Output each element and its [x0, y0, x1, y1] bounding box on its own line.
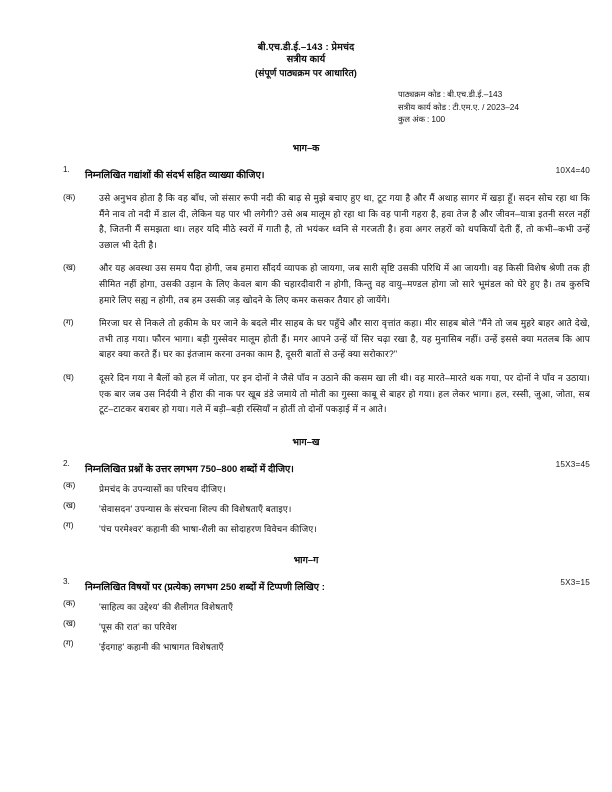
question-2-marks: 15X3=45	[555, 459, 590, 469]
passage-c-text: मिरजा घर से निकले तो हकीम के घर जाने के बदले मीर साहब के घर पहुँचे और सारा वृत्तांत कहा। मीर साहब बोले "मैंने तो जब मुहरे बाहर आते देखे, तभी ताड़ गया। फौरन भागा। बड़ी गुस्सेवर मालूम होती हैं। मगर आपने उन्हें यों सिर चढ़ा रखा है, यह मुनासिब नहीं। उन्हें इससे क्या मतलब कि आप बाहर क्या करते हैं। घर का इंतजाम करना उनका काम है, दूसरी बातों से उन्हें क्या सरोकार?"	[99, 318, 590, 360]
question-3-text: निम्नलिखित विषयों पर (प्रत्येक) लगभग 250 शब्दों में टिप्पणी लिखिए :	[85, 581, 325, 593]
question-3-item-a	[63, 597, 590, 615]
question-2-number: 2.	[63, 458, 70, 468]
question-2-item-b	[63, 499, 590, 517]
question-1	[0, 165, 612, 183]
question-2-subitems	[0, 479, 612, 537]
meta-label-course-code: पाठ्यक्रम कोड	[398, 89, 441, 100]
question-3-item-b-label: (ख)	[63, 617, 76, 628]
meta-label-total-marks: कुल अंक	[398, 114, 426, 125]
assignment-type: सत्रीय कार्य	[286, 54, 326, 66]
passage-b-label: (ख)	[63, 262, 76, 273]
question-2-item-c-text: 'पंच परमेश्वर' कहानी की भाषा-शैली का सोदाहरण विवेचन कीजिए।	[99, 523, 317, 534]
section-heading-c: भाग–ग	[293, 553, 319, 565]
passage-d-text: दूसरे दिन गया ने बैलों को हल में जोता, पर इन दोनों ने जैसे पाँव न उठाने की कसम खा ली थी। वह मारते–मारते थक गया, पर दोनों ने पाँव न उठाया। एक बार जब उस निर्दयी ने हीरा की नाक पर खूब डंडे जमाये तो मोती का गुस्सा काबू से बाहर हो गया। हल लेकर भागा। हल, रस्सी, जुआ, जोता, सब टूट–टाटकर बराबर हो गया। गले में बड़ी–बड़ी रस्सियाँ न होतीं तो दोनों पकड़ाई में न आते।	[99, 372, 590, 415]
meta-value-assignment-code: टी.एम.ए. / 2023–24	[452, 101, 519, 112]
assignment-meta	[0, 88, 612, 126]
section-heading-a: भाग–क	[292, 142, 320, 153]
meta-value-course-code: बी.एच.डी.ई.–143	[447, 89, 503, 100]
question-2-item-a-text: प्रेमचंद के उपन्यासों का परिचय दीजिए।	[99, 483, 226, 494]
question-1-number: 1.	[63, 165, 70, 174]
question-2-item-b-text: 'सेवासदन' उपन्यास के संरचना शिल्प की विशेषताएँ बताइए।	[99, 503, 292, 514]
question-2-item-c-label: (ग)	[63, 519, 74, 530]
meta-label-assignment-code: सत्रीय कार्य कोड	[398, 101, 447, 112]
passage-c-label: (ग)	[63, 317, 74, 328]
question-3-number: 3.	[63, 576, 70, 586]
passage-a-text: उसे अनुभव होता है कि वह बाँध, जो संसार रूपी नदी की बाढ़ से मुझे बचाए हुए था, टूट गया है और मैं अथाह सागर में खड़ा हूँ। सदन सोच रहा था कि मैंने नाव तो नदी में डाल दी, लेकिन यह पार भी लगेगी? उसे अब मालूम हो रहा था कि वह पानी गहरा है, हवा तेज है और जीवन–यात्रा इतनी सरल नहीं है, जितनी मैं समझता था। लहर यदि मीठे स्वरों में गाती है, तो भयंकर ध्वनि से गरजती है। हवा अगर लहरों को थपकियाँ देती हैं, तो कभी–कभी उन्हें उछाल भी देती है।	[99, 193, 590, 250]
question-3-marks: 5X3=15	[560, 577, 590, 587]
question-3	[0, 577, 612, 595]
section-heading-b: भाग–ख	[292, 435, 320, 447]
question-3-subitems	[0, 597, 612, 655]
passage-a	[0, 191, 612, 253]
passage-d	[0, 371, 612, 418]
passage-b	[0, 261, 612, 308]
question-3-item-c	[63, 637, 590, 655]
question-1-marks: 10X4=40	[555, 166, 590, 175]
meta-row-course-code: पाठ्यक्रम कोड : बी.एच.डी.ई.–143	[398, 89, 503, 100]
question-3-item-c-label: (ग)	[63, 637, 74, 648]
question-2-item-a-label: (क)	[63, 479, 76, 490]
question-3-item-c-text: 'ईदगाह' कहानी की भाषागत विशेषताएँ	[99, 641, 224, 652]
question-3-item-a-text: 'साहित्य का उद्देश्य' की शैलीगत विशेषताएँ	[99, 601, 234, 612]
question-2-item-b-label: (ख)	[63, 499, 76, 510]
question-2-item-a	[63, 479, 590, 497]
question-3-item-a-label: (क)	[63, 597, 76, 608]
passage-a-label: (क)	[63, 192, 76, 202]
passage-c	[0, 316, 612, 363]
question-3-item-b-text: 'पूस की रात' का परिवेश	[99, 621, 177, 632]
meta-row-total-marks: कुल अंक : 100	[398, 114, 446, 125]
question-2-item-c	[63, 519, 590, 537]
meta-value-total-marks: 100	[431, 114, 446, 125]
assignment-scope: (संपूर्ण पाठ्यक्रम पर आधारित)	[255, 67, 357, 78]
question-2	[0, 459, 612, 477]
course-title: बी.एच.डी.ई.–143 : प्रेमचंद	[257, 42, 355, 53]
question-2-text: निम्नलिखित प्रश्नों के उत्तर लगभग 750–800 शब्दों में दीजिए।	[85, 463, 294, 475]
passage-d-label: (घ)	[63, 371, 74, 382]
meta-row-assignment-code: सत्रीय कार्य कोड : टी.एम.ए. / 2023–24	[398, 101, 519, 112]
passage-b-text: और यह अवस्था उस समय पैदा होगी, जब हमारा सौंदर्य व्यापक हो जायगा, जब सारी सृष्टि उसकी परिधि में आ जायगी। वह किसी विशेष श्रेणी तक ही सीमित नहीं होगा, उसकी उड़ान के लिए केवल बाग की चहारदीवारी न होगी, किन्तु वह वायु–मण्डल होगा जो सारे भूमंडल को घेरे हुए है। तब कुरुचि हमारे लिए सह्य न होगी, तब हम उसकी जड़ खोदने के लिए कमर कसकर तैयार हो जायेंगे।	[99, 263, 590, 305]
question-3-item-b	[63, 617, 590, 635]
question-1-text: निम्नलिखित गद्यांशों की संदर्भ सहित व्याख्या कीजिए।	[85, 170, 265, 181]
document-header	[0, 0, 612, 79]
